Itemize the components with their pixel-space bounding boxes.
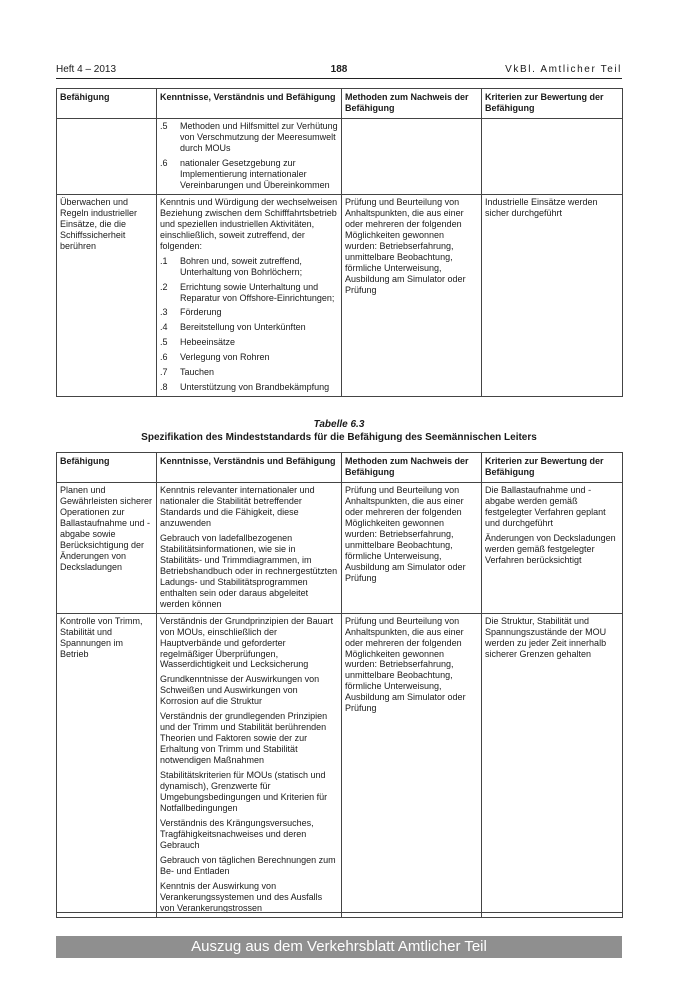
competence-cell: Kontrolle von Trimm, Stabilität und Spannungen im Betrieb — [57, 613, 157, 917]
methods-cell — [342, 118, 482, 194]
knowledge-cell — [157, 118, 342, 194]
column-header-criteria: Kriterien zur Bewertung der Befähigung — [482, 453, 623, 483]
knowledge-paragraph: Stabilitätskriterien für MOUs (statisch und dynamisch), Grenzwerte für Umgebungsbedingungen und Kriterien für Notfallbedingungen — [160, 770, 328, 814]
table-row — [57, 194, 623, 397]
column-header-methods: Methoden zum Nachweis der Befähigung — [342, 453, 482, 483]
knowledge-paragraph: Kenntnis der Auswirkung von Verankerungssystemen und des Ausfalls von Verankerungstrossen — [160, 880, 323, 913]
knowledge-paragraph: Verständnis des Krängungsversuches, Tragfähigkeitsnachweises und deren Gebrauch — [160, 818, 314, 850]
table-header-row — [57, 453, 623, 483]
page-header — [56, 62, 622, 79]
list-item: .7 Tauchen — [160, 367, 215, 378]
column-header-knowledge: Kenntnisse, Verständnis und Befähigung — [157, 453, 342, 483]
list-item: .6 Verlegung von Rohren — [160, 352, 270, 363]
knowledge-cell — [157, 613, 342, 917]
table-number: Tabelle 6.3 — [313, 419, 365, 430]
issue-label: Heft 4 – 2013 — [56, 64, 117, 75]
footer-banner: Auszug aus dem Verkehrsblatt Amtlicher Teil — [56, 936, 622, 958]
competence-cell: Überwachen und Regeln industrieller Einsätze, die die Schiffssicherheit berühren — [57, 194, 157, 397]
criteria-cell: Die Struktur, Stabilität und Spannungszustände der MOU werden zu jeder Zeit innerhalb sicherer Grenzen gehalten — [482, 613, 623, 917]
table-caption — [56, 419, 622, 444]
knowledge-paragraph: Verständnis der grundlegenden Prinzipien und der Trimm und Stabilität berührenden Theorien und Faktoren sowie der zur Erhaltung von Trimm und Stabilität notwendigen Maßnahmen — [160, 711, 328, 766]
knowledge-cell — [157, 194, 342, 397]
criteria-paragraph: Die Ballastaufnahme und -abgabe werden gemäß festgelegter Verfahren geplant und durchgeführt — [485, 484, 606, 528]
knowledge-paragraph: Grundkenntnisse der Auswirkungen von Schweißen und Auswirkungen von Korrosion auf die Struktur — [160, 674, 320, 707]
knowledge-cell — [157, 482, 342, 613]
competence-cell: Planen und Gewährleisten sicherer Operationen zur Ballastaufnahme und -abgabe sowie Berücksichtigung der Änderungen von Decksladungen — [57, 482, 157, 613]
table-row — [57, 118, 623, 194]
list-item: .5 Methoden und Hilfsmittel zur Verhütung von Verschmutzung der Meeresumwelt durch MOUs — [160, 120, 338, 153]
list-item: .3 Förderung — [160, 307, 222, 318]
competence-cell — [57, 118, 157, 194]
table-header-row — [57, 89, 623, 119]
column-header-competence: Befähigung — [57, 453, 157, 483]
list-item: .6 nationaler Gesetzgebung zur Implementierung internationaler Vereinbarungen und Übereinkommen — [160, 157, 330, 190]
methods-cell: Prüfung und Beurteilung von Anhaltspunkten, die aus einer oder mehreren der folgenden Möglichkeiten gewonnen wurden: Betriebserfahrung, unmittelbare Beobachtung, förmliche Unterweisung, Ausbildung am Simulator oder Prüfung — [342, 482, 482, 613]
divider — [56, 912, 622, 913]
competence-table-continued — [56, 88, 623, 397]
knowledge-paragraph: Gebrauch von ladefallbezogenen Stabilitätsinformationen, wie sie in Stabilitäts- und Trimmdiagrammen, im Betriebshandbuch oder in rechnergestützten Ladungs- und Stabilitätsprogrammen enthalten sein oder daraus abgeleitet werden können — [160, 532, 338, 609]
criteria-cell: Industrielle Einsätze werden sicher durchgeführt — [482, 194, 623, 397]
competence-table — [56, 452, 623, 918]
table-row — [57, 613, 623, 917]
column-header-methods: Methoden zum Nachweis der Befähigung — [342, 89, 482, 119]
knowledge-paragraph: Verständnis der Grundprinzipien der Bauart von MOUs, einschließlich der Hauptverbände und geforderter regelmäßiger Überprüfungen, Wasserdichtigkeit und Lecksicherung — [160, 615, 334, 670]
methods-cell: Prüfung und Beurteilung von Anhaltspunkten, die aus einer oder mehreren der folgenden Möglichkeiten gewonnen wurden: Betriebserfahrung, unmittelbare Beobachtung, förmliche Unterweisung, Ausbildung am Simulator oder Prüfung — [342, 613, 482, 917]
list-item: .4 Bereitstellung von Unterkünften — [160, 322, 306, 333]
knowledge-paragraph: Kenntnis relevanter internationaler und nationaler die Stabilität betreffender Standards und die Fähigkeit, diese anzuwenden — [160, 484, 315, 528]
column-header-competence: Befähigung — [57, 89, 157, 119]
page-number: 188 — [330, 64, 348, 75]
knowledge-paragraph: Gebrauch von täglichen Berechnungen zum Be- und Entladen — [160, 854, 336, 876]
table-title: Spezifikation des Mindeststandards für die Befähigung des Seemännischen Leiters — [141, 431, 537, 443]
criteria-cell — [482, 118, 623, 194]
criteria-paragraph: Änderungen von Decksladungen werden gemäß festgelegter Verfahren berücksichtigt — [485, 532, 616, 565]
table-row — [57, 482, 623, 613]
list-item: .2 Errichtung sowie Unterhaltung und Reparatur von Offshore-Einrichtungen; — [160, 281, 335, 303]
criteria-cell — [482, 482, 623, 613]
column-header-criteria: Kriterien zur Bewertung der Befähigung — [482, 89, 623, 119]
list-item: .5 Hebeeinsätze — [160, 337, 236, 348]
publication-title: VkBl. Amtlicher Teil — [505, 64, 622, 75]
methods-cell: Prüfung und Beurteilung von Anhaltspunkten, die aus einer oder mehreren der folgenden Möglichkeiten gewonnen wurden: Betriebserfahrung, unmittelbare Beobachtung, förmliche Unterweisung, Ausbildung am Simulator oder Prüfung — [342, 194, 482, 397]
knowledge-intro: Kenntnis und Würdigung der wechselweisen Beziehung zwischen dem Schifffahrtsbetrieb und speziellen industriellen Aktivitäten, einschließlich, soweit zutreffend, der folgenden: — [160, 196, 338, 251]
list-item: .8 Unterstützung von Brandbekämpfung — [160, 382, 330, 393]
column-header-knowledge: Kenntnisse, Verständnis und Befähigung — [157, 89, 342, 119]
list-item: .1 Bohren und, soweit zutreffend, Unterhaltung von Bohrlöchern; — [160, 255, 303, 277]
